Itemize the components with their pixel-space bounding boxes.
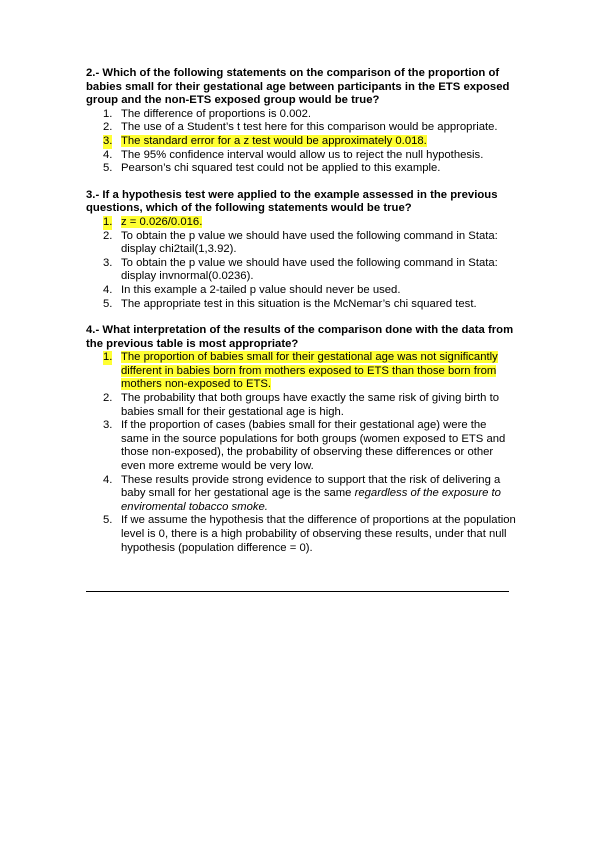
option-item: [86, 419, 516, 473]
option-number: 3.: [103, 419, 113, 432]
option-number: 4.: [103, 148, 113, 161]
option-number: 1.: [103, 351, 113, 364]
option-number: 1.: [103, 215, 113, 228]
option-item: [86, 284, 516, 298]
option-item: [86, 149, 516, 163]
option-item: [86, 257, 516, 284]
option-text: Pearson’s chi squared test could not be applied to this example.: [121, 162, 441, 175]
document-body: [86, 67, 516, 568]
option-text: To obtain the p value we should have used the following command in Stata: display chi2tail(1,3.92).: [121, 229, 498, 256]
option-text: The difference of proportions is 0.002.: [121, 107, 312, 120]
question-4: [86, 324, 516, 555]
option-text: If the proportion of cases (babies small for their gestational age) were the same in the source populations for both groups (women exposed to ETS and those non-exposed), the probability of observing these differences or other even more extreme would be very low.: [121, 419, 506, 473]
option-number: 2.: [103, 392, 113, 405]
option-text: The 95% confidence interval would allow us to reject the null hypothesis.: [121, 148, 484, 161]
option-text: These results provide strong evidence to support that the risk of delivering a baby small for her gestational age is the same: [121, 473, 501, 500]
option-item: [86, 514, 516, 555]
option-text: The use of a Student’s t test here for this comparison would be appropriate.: [121, 121, 498, 134]
option-number: 4.: [103, 283, 113, 296]
option-text-highlighted: The proportion of babies small for their gestational age was not significantly different in babies born from mothers exposed to ETS than those born from mothers non-exposed to ETS.: [121, 351, 498, 391]
option-text: If we assume the hypothesis that the difference of proportions at the population level is 0, there is a high probability of observing these results, under that null hypothesis (population difference = 0).: [121, 514, 516, 554]
option-item: [86, 298, 516, 312]
option-number: 3.: [103, 256, 113, 269]
option-text: The appropriate test in this situation is the McNemar’s chi squared test.: [121, 297, 477, 310]
question-2: [86, 67, 516, 176]
option-text-highlighted: z = 0.026/0.016.: [121, 215, 203, 228]
option-number: 2.: [103, 229, 113, 242]
option-text: The probability that both groups have exactly the same risk of giving birth to babies small for their gestational age is high.: [121, 392, 500, 418]
question-3: [86, 189, 516, 311]
option-item-highlighted: [86, 216, 516, 230]
options-list: [86, 216, 516, 311]
option-item: [86, 474, 516, 515]
option-number: 2.: [103, 121, 113, 134]
option-item: [86, 121, 516, 135]
option-text-italic: regardless of the exposure to enviromental tobacco smoke.: [121, 487, 501, 513]
option-number: 5.: [103, 297, 113, 310]
option-text-highlighted: The standard error for a z test would be approximately 0.018.: [121, 134, 427, 147]
option-number: 3.: [103, 134, 113, 147]
option-item-highlighted: [86, 351, 516, 392]
option-item-highlighted: [86, 135, 516, 149]
horizontal-rule: [86, 591, 509, 592]
option-number: 5.: [103, 162, 113, 175]
option-text: In this example a 2-tailed p value should never be used.: [121, 283, 401, 296]
question-title: 2.- Which of the following statements on the comparison of the proportion of babies small for their gestational age between participants in the ETS exposed group and the non-ETS exposed group would be true?: [86, 67, 510, 107]
option-item: [86, 230, 516, 257]
option-item: [86, 108, 516, 122]
option-item: [86, 392, 516, 419]
question-title: 3.- If a hypothesis test were applied to the example assessed in the previous questions, which of the following statements would be true?: [86, 188, 498, 215]
option-text: To obtain the p value we should have used the following command in Stata: display invnormal(0.0236).: [121, 256, 498, 283]
options-list: [86, 351, 516, 555]
option-number: 5.: [103, 514, 113, 527]
option-item: [86, 162, 516, 176]
option-number: 4.: [103, 473, 113, 486]
options-list: [86, 108, 516, 176]
option-number: 1.: [103, 107, 113, 120]
question-title: 4.- What interpretation of the results of the comparison done with the data from the previous table is most appropriate?: [86, 324, 514, 350]
